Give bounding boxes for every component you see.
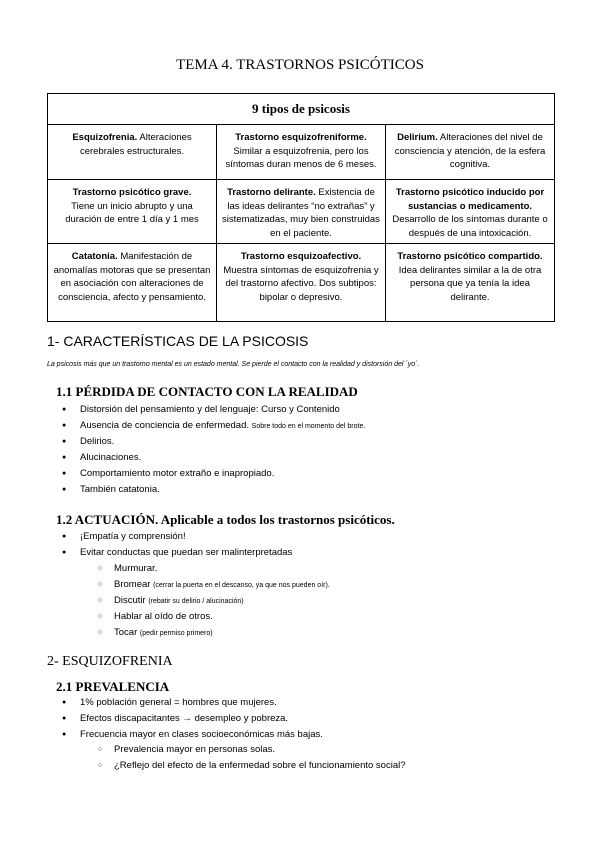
psychosis-types-table	[47, 93, 555, 322]
cell-text: Tiene un inicio abrupto y una duración de entre 1 día y 1 mes	[65, 200, 199, 225]
reality-loss-list	[56, 402, 556, 498]
section2-heading: 2- ESQUIZOFRENIA	[47, 654, 173, 669]
table-cell	[217, 244, 386, 322]
cell-text: Idea delirantes similar a la de otra persona que ya tenía la idea delirante.	[398, 264, 542, 303]
cell-text: Similar a esquizofrenia, pero los síntomas duran menos de 6 meses.	[225, 145, 377, 170]
cell-title: Trastorno psicótico compartido.	[397, 251, 543, 262]
prevalence-list	[56, 695, 556, 743]
table-header: 9 tipos de psicosis	[48, 94, 555, 125]
cell-title: Trastorno psicótico inducido por sustancias o medicamento.	[395, 187, 545, 212]
item-note: (pedir permiso primero)	[139, 630, 213, 637]
list-item: ○ Tocar (pedir permiso primero)	[56, 625, 556, 641]
cell-text: Existencia de las ideas delirantes “no extrañas” y sistematizadas, muy bien construidas en el paciente.	[222, 187, 380, 239]
page-title: TEMA 4. TRASTORNOS PSICÓTICOS	[176, 57, 424, 73]
cell-title: Trastorno psicótico grave.	[72, 187, 192, 198]
list-item: ● Efectos discapacitantes → desempleo y pobreza.	[56, 711, 556, 727]
table-cell	[386, 244, 555, 322]
section1-1-heading: 1.1 PÉRDIDA DE CONTACTO CON LA REALIDAD	[56, 384, 358, 399]
table-cell	[48, 180, 217, 244]
list-item: ● ¡Empatía y comprensión!	[56, 529, 556, 545]
cell-title: Esquizofrenia.	[72, 132, 138, 143]
list-item: ● 1% población general = hombres que mujeres.	[56, 695, 556, 711]
list-item: ● Alucinaciones.	[56, 450, 556, 466]
item-note: (cerrar la puerta en el descanso, ya que nos pueden oír).	[153, 582, 330, 589]
prevalence-sublist	[56, 742, 556, 774]
cell-text: Desarrollo de los síntomas durante o después de una intoxicación.	[392, 214, 548, 239]
list-item: ○ Bromear (cerrar la puerta en el descanso, ya que nos pueden oír).	[56, 577, 556, 593]
list-item: ○ Hablar al oído de otros.	[56, 609, 556, 625]
table-cell	[48, 125, 217, 180]
actuation-list	[56, 529, 556, 561]
item-note: Sobre todo en el momento del brote.	[251, 423, 366, 430]
list-item: ○ Prevalencia mayor en personas solas.	[56, 742, 556, 758]
section1-2-heading: 1.2 ACTUACIÓN. Aplicable a todos los trastornos psicóticos.	[56, 512, 395, 527]
table-cell	[386, 125, 555, 180]
cell-title: Trastorno esquizoafectivo.	[240, 251, 362, 262]
list-item: ● Delirios.	[56, 434, 556, 450]
cell-title: Trastorno delirante.	[227, 187, 316, 198]
list-item: ○ Murmurar.	[56, 561, 556, 577]
table-row	[48, 180, 555, 244]
cell-title: Trastorno esquizofreniforme.	[235, 132, 367, 143]
cell-title: Delirium.	[397, 132, 438, 143]
cell-text: Manifestación de anomalías motoras que se presentan en asociación con alteraciones de consciencia, afecto y pensamiento.	[53, 251, 211, 303]
list-item: ○ ¿Reflejo del efecto de la enfermedad sobre el funcionamiento social?	[56, 758, 556, 774]
item-note: (rebatir su delirio / alucinación)	[148, 598, 244, 605]
list-item: ● Distorsión del pensamiento y del lenguaje: Curso y Contenido	[56, 402, 556, 418]
list-item: ● Evitar conductas que puedan ser malinterpretadas	[56, 545, 556, 561]
section1-heading: 1- CARACTERÍSTICAS DE LA PSICOSIS	[47, 333, 309, 349]
cell-title: Catatonia.	[71, 251, 118, 262]
list-item: ● Frecuencia mayor en clases socioeconómicas más bajas.	[56, 727, 556, 743]
cell-text: Muestra síntomas de esquizofrenia y del trastorno afectivo. Dos subtipos: bipolar o depresivo.	[223, 264, 379, 303]
list-item: ○ Discutir (rebatir su delirio / alucinación)	[56, 593, 556, 609]
table-cell	[217, 125, 386, 180]
section1-intro: La psicosis más que un trastorno mental es un estado mental. Se pierde el contacto con la realidad y distorsión del ´yo´.	[47, 361, 420, 368]
section2-1-heading: 2.1 PREVALENCIA	[56, 679, 170, 694]
table-cell	[48, 244, 217, 322]
actuation-sublist	[56, 561, 556, 641]
cell-text: Alteraciones del nivel de consciencia y atención, de la esfera cognitiva.	[394, 132, 546, 170]
table-row	[48, 244, 555, 322]
table-row	[48, 125, 555, 180]
list-item: ● Ausencia de conciencia de enfermedad. Sobre todo en el momento del brote.	[56, 418, 556, 434]
table-cell	[217, 180, 386, 244]
table-cell	[386, 180, 555, 244]
list-item: ● Comportamiento motor extraño e inapropiado.	[56, 466, 556, 482]
cell-text: Alteraciones cerebrales estructurales.	[79, 132, 192, 157]
list-item: ● También catatonia.	[56, 482, 556, 498]
